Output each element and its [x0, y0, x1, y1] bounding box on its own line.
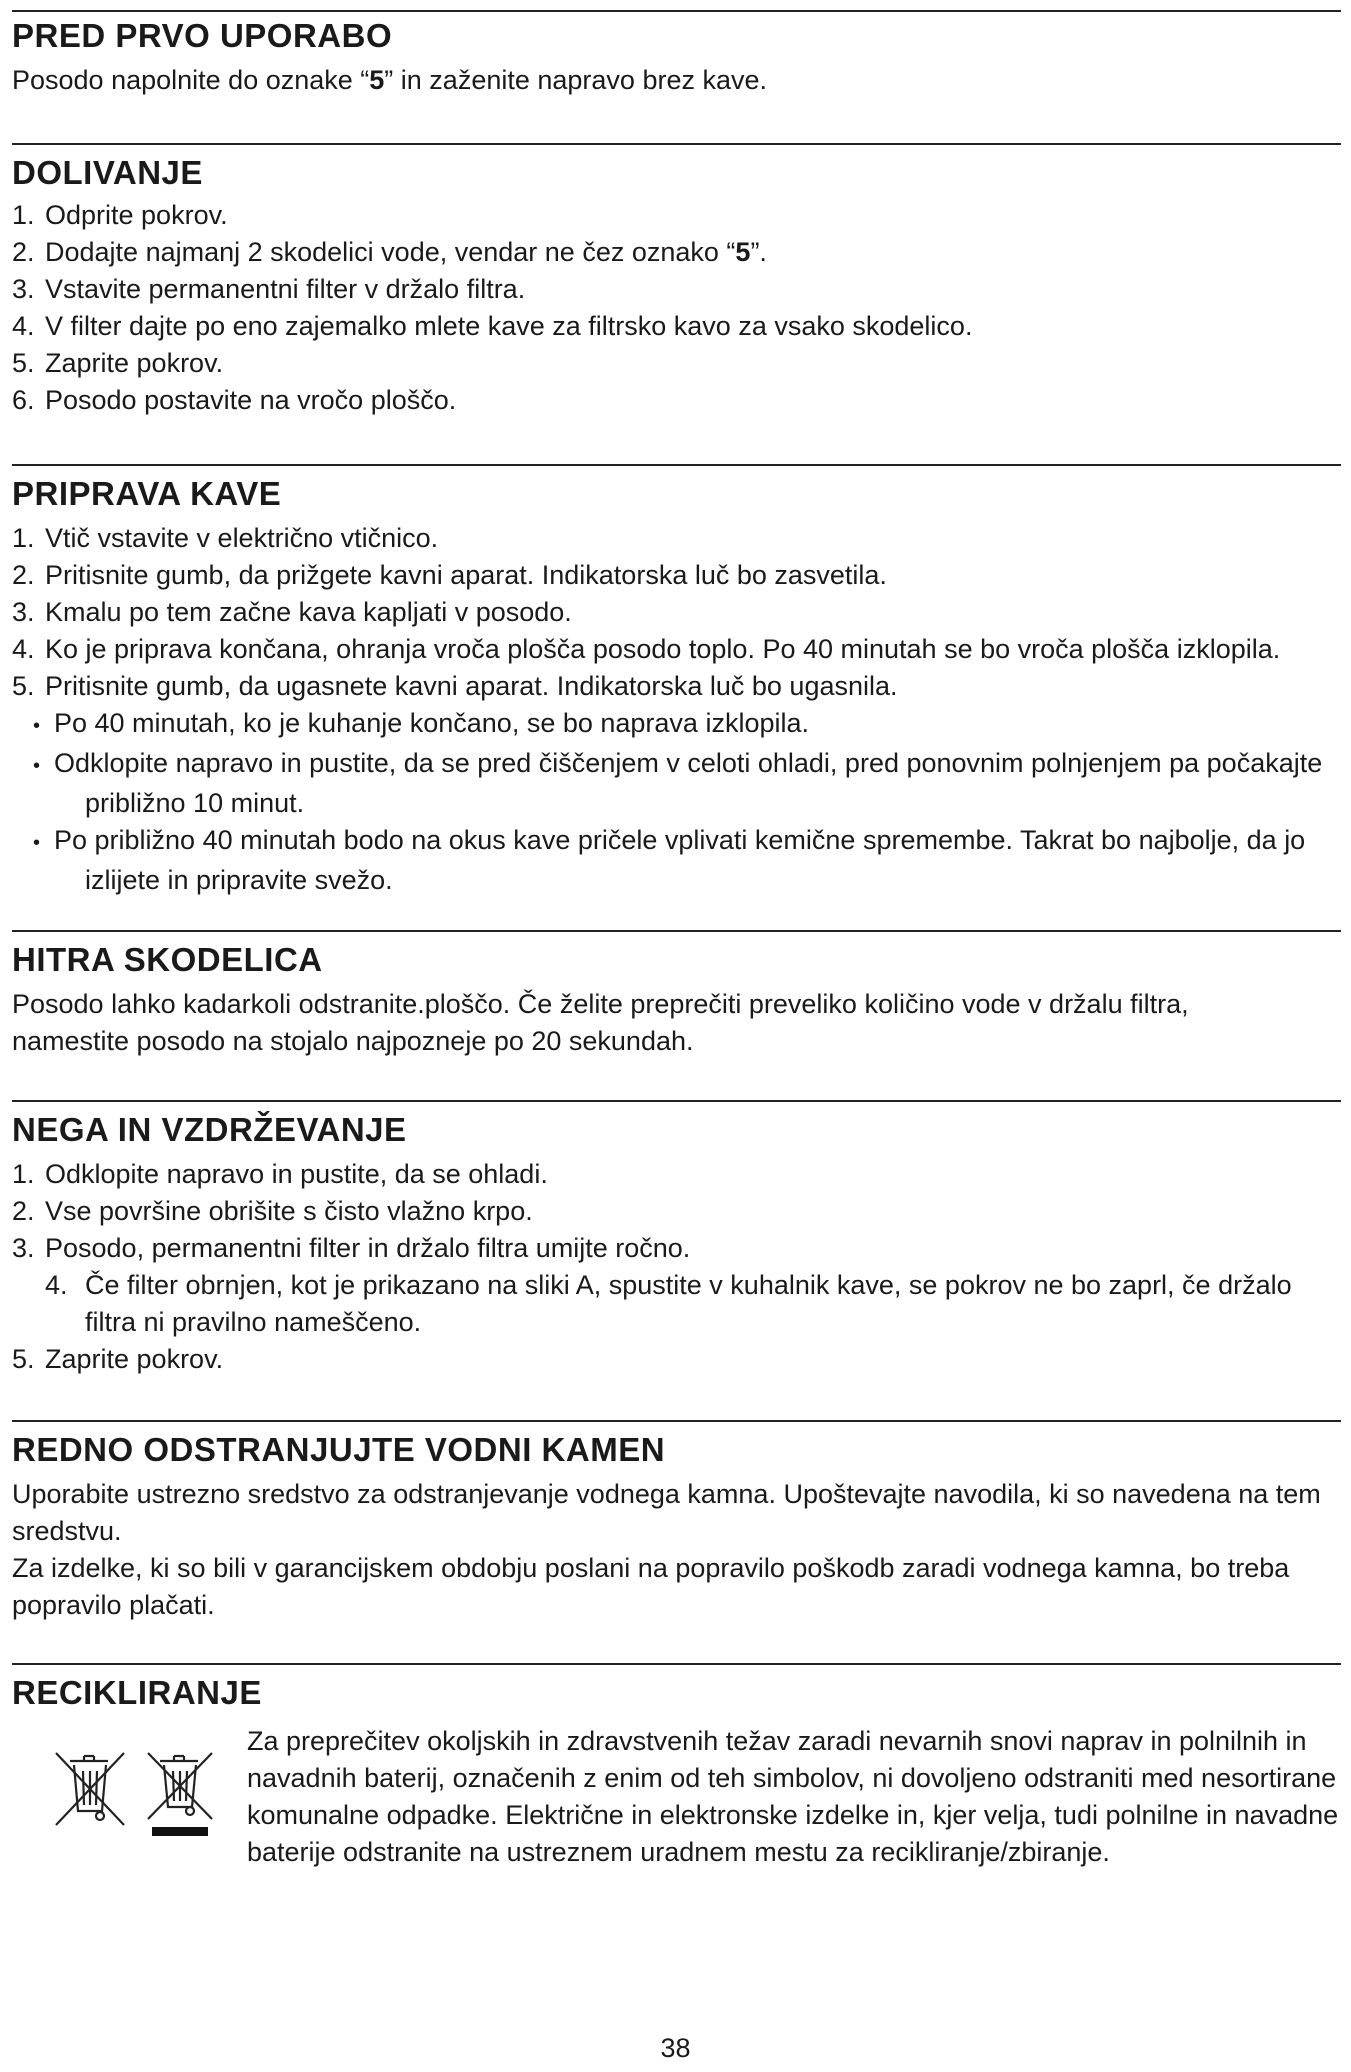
brewing-notes [12, 705, 1341, 899]
page-number: 38 [660, 2033, 691, 2063]
section-filling [12, 143, 1341, 419]
section-title: PRED PRVO UPORABO [12, 17, 393, 54]
section-title: RECIKLIRANJE [12, 1674, 262, 1711]
bullet-icon: • [33, 754, 41, 777]
bullet-icon: • [33, 831, 41, 854]
section-title: PRIPRAVA KAVE [12, 475, 282, 512]
bar-icon [152, 1827, 208, 1836]
recycling-content [12, 1713, 1341, 1903]
list-item: 5. Zaprite pokrov. [12, 347, 224, 378]
first-use-text: Posodo napolnite do oznake “5” in zaženite napravo brez kave. [12, 64, 768, 95]
brewing-steps [12, 520, 1341, 705]
list-item: 2. Vse površine obrišite s čisto vlažno krpo. [12, 1195, 533, 1226]
crossed-out-bin-icon [56, 1753, 124, 1825]
list-item: 6. Posodo postavite na vročo ploščo. [12, 384, 457, 415]
descaling-text-2: Za izdelke, ki so bili v garancijskem obdobju poslani na popravilo poškodb zaradi vodnega kamna, bo treba popravilo plačati. [12, 1552, 1290, 1620]
list-item: 5. Pritisnite gumb, da ugasnete kavni aparat. Indikatorska luč bo ugasnila. [12, 670, 898, 701]
list-item: 1. Vtič vstavite v električno vtičnico. [12, 522, 439, 553]
bullet-item: • Po približno 40 minutah bodo na okus kave pričele vplivati kemične spremembe. Takrat bo najbolje, da jo izlijete in pripravite svežo. [33, 824, 1306, 895]
section-care [12, 1100, 1341, 1378]
section-title: DOLIVANJE [12, 154, 203, 191]
section-title: HITRA SKODELICA [12, 941, 323, 978]
section-first-use [12, 10, 1341, 99]
section-quick-cup [12, 930, 1341, 1060]
section-descaling [12, 1420, 1341, 1624]
list-item: 1. Odklopite napravo in pustite, da se ohladi. [12, 1158, 548, 1189]
list-item: 3. Vstavite permanentni filter v držalo filtra. [12, 273, 526, 304]
bullet-icon: • [33, 714, 41, 737]
list-item: 3. Posodo, permanentni filter in držalo filtra umijte ročno. [12, 1232, 691, 1263]
descaling-text-1: Uporabite ustrezno sredstvo za odstranjevanje vodnega kamna. Upoštevajte navodila, ki so navedena na tem sredstvu. [12, 1478, 1321, 1546]
list-item: 4. Ko je priprava končana, ohranja vroča plošča posodo toplo. Po 40 minutah se bo vroča plošča izklopila. [12, 633, 1281, 664]
recycling-text: Za preprečitev okoljskih in zdravstvenih težav zaradi nevarnih snovi naprav in polnilnih in navadnih baterij, označenih z enim od teh simbolov, ni dovoljeno odstraniti med nesortirane komunalne odpadke. Električne in elektronske izdelke in, kjer velja, tudi polnilne in navadne baterije odstranite na ustreznem uradnem mestu za recikliranje/zbiranje. [247, 1725, 1339, 1867]
recycling-symbols-graphic [50, 1749, 230, 1839]
section-title: REDNO ODSTRANJUJTE VODNI KAMEN [12, 1431, 666, 1468]
care-steps [12, 1156, 1312, 1378]
section-title: NEGA IN VZDRŽEVANJE [12, 1111, 407, 1148]
list-item: 5. Zaprite pokrov. [12, 1343, 224, 1374]
recycling-symbols [50, 1749, 230, 1839]
list-item: 2. Pritisnite gumb, da prižgete kavni aparat. Indikatorska luč bo zasvetila. [12, 559, 887, 590]
section-brewing [12, 464, 1341, 899]
list-item: 4. Če filter obrnjen, kot je prikazano na sliki A, spustite v kuhalnik kave, se pokrov ne bo zaprl, če držalo filtra ni pravilno nameščeno. [45, 1269, 1292, 1337]
filling-steps [12, 197, 1341, 419]
quick-cup-text: Posodo lahko kadarkoli odstranite.ploščo. Če želite preprečiti preveliko količino vode v držalu filtra, namestite posodo na stojalo najpozneje po 20 sekundah. [12, 988, 1189, 1056]
section-recycling [12, 1663, 1341, 1903]
list-item: 4. V filter dajte po eno zajemalko mlete kave za filtrsko kavo za vsako skodelico. [12, 310, 973, 341]
bullet-item: • Po 40 minutah, ko je kuhanje končano, se bo naprava izklopila. [12, 705, 1341, 745]
crossed-out-bin-with-bar-icon [148, 1753, 212, 1819]
list-item: 3. Kmalu po tem začne kava kapljati v posodo. [12, 596, 572, 627]
list-item: 1. Odprite pokrov. [12, 199, 228, 230]
list-item: 2. Dodajte najmanj 2 skodelici vode, vendar ne čez oznako “5”. [12, 236, 767, 267]
bullet-item: • Odklopite napravo in pustite, da se pred čiščenjem v celoti ohladi, pred ponovnim polnjenjem pa počakajte približno 10 minut. [33, 747, 1323, 818]
